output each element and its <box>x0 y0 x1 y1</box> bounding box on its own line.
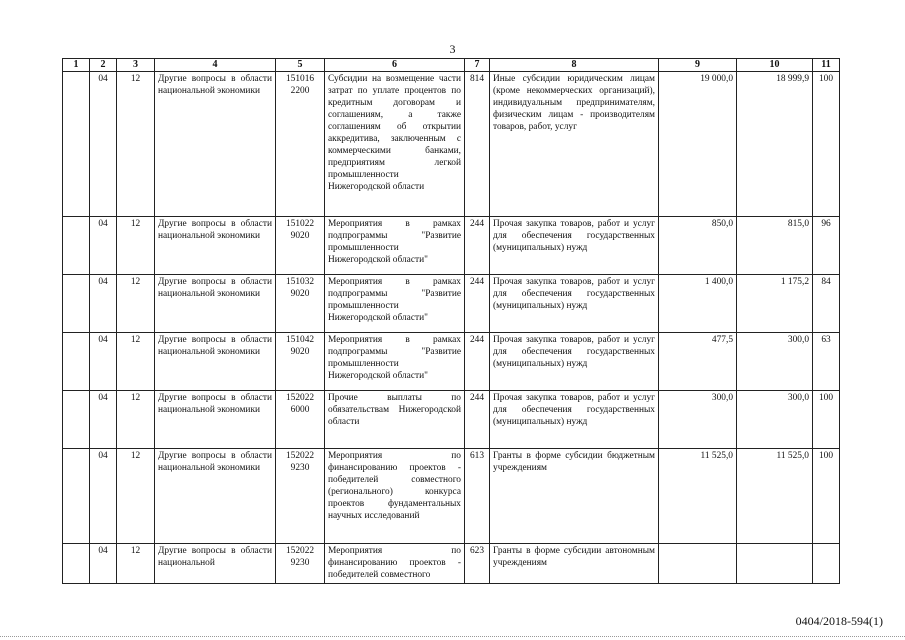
table-cell: 815,0 <box>737 217 813 275</box>
table-cell: 151016 2200 <box>276 72 325 217</box>
header-cell: 1 <box>63 59 90 72</box>
table-cell: Другие вопросы в области национальной экономики <box>155 217 276 275</box>
header-cell: 11 <box>813 59 840 72</box>
table-cell: Прочие выплаты по обязательствам Нижегородской области <box>325 391 465 449</box>
header-cell: 8 <box>490 59 659 72</box>
header-row <box>63 59 840 72</box>
header-cell: 4 <box>155 59 276 72</box>
table-row <box>63 391 840 449</box>
table-cell: 12 <box>117 217 155 275</box>
table-cell: Прочая закупка товаров, работ и услуг для обеспечения государственных (муниципальных) нужд <box>490 333 659 391</box>
table-cell <box>63 333 90 391</box>
table-row <box>63 275 840 333</box>
table-cell <box>659 544 737 584</box>
table-cell: 04 <box>90 217 117 275</box>
table-cell: Мероприятия по финансированию проектов - победителей совместного <box>325 544 465 584</box>
table-cell: 100 <box>813 72 840 217</box>
header-cell: 10 <box>737 59 813 72</box>
table-row <box>63 217 840 275</box>
table-cell: Прочая закупка товаров, работ и услуг для обеспечения государственных (муниципальных) нужд <box>490 275 659 333</box>
table-cell <box>63 217 90 275</box>
table-cell: Другие вопросы в области национальной экономики <box>155 449 276 544</box>
table-cell: 19 000,0 <box>659 72 737 217</box>
table-cell: 04 <box>90 333 117 391</box>
table-cell: 152022 6000 <box>276 391 325 449</box>
table-cell: 152022 9230 <box>276 449 325 544</box>
budget-table <box>62 58 840 584</box>
table-cell: 300,0 <box>737 391 813 449</box>
table-cell: 1 400,0 <box>659 275 737 333</box>
table-cell: 151042 9020 <box>276 333 325 391</box>
table-cell: Другие вопросы в области национальной <box>155 544 276 584</box>
table-cell: 151032 9020 <box>276 275 325 333</box>
table-cell: Прочая закупка товаров, работ и услуг для обеспечения государственных (муниципальных) нужд <box>490 391 659 449</box>
table-cell: 04 <box>90 544 117 584</box>
table-cell: 300,0 <box>659 391 737 449</box>
table-row <box>63 72 840 217</box>
table-cell: 18 999,9 <box>737 72 813 217</box>
table-cell <box>813 544 840 584</box>
table-cell: 850,0 <box>659 217 737 275</box>
page-edge-divider <box>0 636 905 637</box>
table-cell: 12 <box>117 391 155 449</box>
header-cell: 9 <box>659 59 737 72</box>
table-cell: 12 <box>117 72 155 217</box>
table-cell: 12 <box>117 449 155 544</box>
table-cell: 151022 9020 <box>276 217 325 275</box>
table-cell: Другие вопросы в области национальной экономики <box>155 333 276 391</box>
table-row <box>63 333 840 391</box>
table-cell: 11 525,0 <box>737 449 813 544</box>
table-cell <box>63 391 90 449</box>
table-cell: 100 <box>813 449 840 544</box>
table-cell: Гранты в форме субсидии бюджетным учреждениям <box>490 449 659 544</box>
table-cell: 84 <box>813 275 840 333</box>
table-cell: Мероприятия в рамках подпрограммы "Развитие промышленности Нижегородской области" <box>325 333 465 391</box>
table-row <box>63 449 840 544</box>
table-cell: 12 <box>117 544 155 584</box>
table-cell: 300,0 <box>737 333 813 391</box>
table-cell <box>63 72 90 217</box>
table-cell: Прочая закупка товаров, работ и услуг для обеспечения государственных (муниципальных) нужд <box>490 217 659 275</box>
table-cell: 623 <box>465 544 490 584</box>
table-cell: 152022 9230 <box>276 544 325 584</box>
table-cell <box>63 449 90 544</box>
table-cell: Мероприятия в рамках подпрограммы "Развитие промышленности Нижегородской области" <box>325 275 465 333</box>
table-cell: 244 <box>465 217 490 275</box>
table-cell: 613 <box>465 449 490 544</box>
table-cell: Другие вопросы в области национальной экономики <box>155 275 276 333</box>
table-cell: Другие вопросы в области национальной экономики <box>155 72 276 217</box>
page-number: 3 <box>449 42 456 56</box>
table-cell: Иные субсидии юридическим лицам (кроме некоммерческих организаций), индивидуальным предпринимателям, физическим лицам - производителям товаров, работ, услуг <box>490 72 659 217</box>
table-cell: Мероприятия в рамках подпрограммы "Развитие промышленности Нижегородской области" <box>325 217 465 275</box>
table-cell: 04 <box>90 72 117 217</box>
document-code: 0404/2018-594(1) <box>795 614 883 628</box>
header-cell: 2 <box>90 59 117 72</box>
header-cell: 5 <box>276 59 325 72</box>
table-row <box>63 544 840 584</box>
table-cell: 96 <box>813 217 840 275</box>
table-cell: 477,5 <box>659 333 737 391</box>
header-cell: 3 <box>117 59 155 72</box>
table-cell: 04 <box>90 275 117 333</box>
table-cell: 244 <box>465 333 490 391</box>
table-cell: 244 <box>465 391 490 449</box>
table-cell <box>63 544 90 584</box>
table-cell: 63 <box>813 333 840 391</box>
table-cell <box>737 544 813 584</box>
table-cell: 04 <box>90 449 117 544</box>
table-cell: 244 <box>465 275 490 333</box>
table-cell: 1 175,2 <box>737 275 813 333</box>
table-cell: 11 525,0 <box>659 449 737 544</box>
header-cell: 7 <box>465 59 490 72</box>
table-cell: 814 <box>465 72 490 217</box>
table-cell: Мероприятия по финансированию проектов - победителей совместного (регионального) конкурса проектов фундаментальных научных исследований <box>325 449 465 544</box>
table-cell <box>63 275 90 333</box>
table-cell: Субсидии на возмещение части затрат по уплате процентов по кредитным договорам и соглашениям, а также соглашениям об открытии аккредитива, заключенным с коммерческими банками, предприятиям легкой промышленности Нижегородской области <box>325 72 465 217</box>
table-cell: Гранты в форме субсидии автономным учреждениям <box>490 544 659 584</box>
table-cell: Другие вопросы в области национальной экономики <box>155 391 276 449</box>
table-cell: 12 <box>117 275 155 333</box>
table-cell: 100 <box>813 391 840 449</box>
table-cell: 04 <box>90 391 117 449</box>
header-cell: 6 <box>325 59 465 72</box>
table-cell: 12 <box>117 333 155 391</box>
